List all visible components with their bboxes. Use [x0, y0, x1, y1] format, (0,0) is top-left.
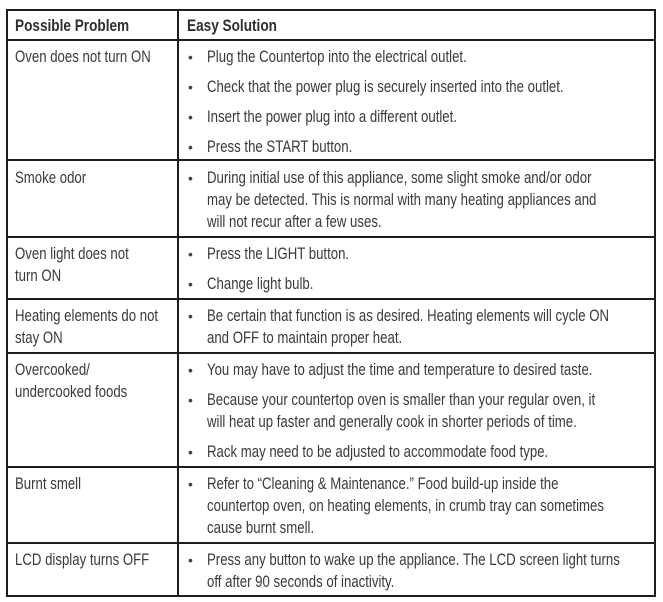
problem-cell — [15, 549, 183, 571]
solution-text: Plug the Countertop into the electrical outlet. — [207, 48, 467, 66]
row-divider — [8, 159, 654, 161]
problem-text: Burnt smell — [15, 475, 82, 493]
bullet-icon: • — [188, 444, 193, 460]
solution-bullet — [188, 167, 663, 233]
bullet-icon: • — [188, 476, 193, 492]
solution-text: Press the START button. — [207, 138, 353, 156]
solution-bullet — [188, 441, 663, 463]
solution-text: During initial use of this appliance, some slight smoke and/or odor — [207, 169, 592, 187]
solution-text: Refer to “Cleaning & Maintenance.” Food build-up inside the — [207, 475, 559, 493]
header-divider — [8, 39, 654, 41]
header-possible-problem — [15, 15, 158, 37]
bullet-icon: • — [188, 276, 193, 292]
solution-cell — [188, 473, 663, 547]
bullet-icon: • — [188, 139, 193, 155]
bullet-icon: • — [188, 79, 193, 95]
solution-bullet — [188, 136, 634, 158]
solution-text: will heat up faster and generally cook in shorter periods of time. — [207, 413, 577, 431]
header-col2-label: Easy Solution — [187, 16, 277, 35]
solution-cell — [188, 243, 366, 303]
solution-text: Rack may need to be adjusted to accommodate food type. — [207, 443, 549, 461]
problem-cell — [15, 167, 104, 189]
bullet-icon: • — [188, 308, 193, 324]
bullet-icon: • — [188, 392, 193, 408]
problem-text: undercooked foods — [15, 383, 128, 401]
solution-text: and OFF to maintain proper heat. — [207, 329, 403, 347]
solution-bullet — [188, 243, 366, 265]
solution-cell — [188, 359, 663, 471]
problem-text: turn ON — [15, 267, 62, 285]
solution-bullet — [188, 305, 663, 349]
solution-bullet — [188, 389, 663, 433]
solution-bullet — [188, 473, 663, 539]
solution-text: off after 90 seconds of inactivity. — [207, 573, 395, 591]
row-divider — [8, 352, 654, 354]
problem-cell — [15, 243, 157, 287]
bullet-icon: • — [188, 170, 193, 186]
solution-text: Insert the power plug into a different outlet. — [207, 108, 457, 126]
solution-text: Change light bulb. — [207, 275, 314, 293]
row-divider — [8, 298, 654, 300]
problem-cell — [15, 305, 194, 349]
problem-text: Smoke odor — [15, 169, 87, 187]
column-divider — [177, 11, 179, 595]
solution-bullet — [188, 76, 634, 98]
problem-text: Oven light does not — [15, 245, 129, 263]
solution-text: Be certain that function is as desired. Heating elements will cycle ON — [207, 307, 610, 325]
problem-text: LCD display turns OFF — [15, 551, 150, 569]
solution-cell — [188, 167, 663, 241]
solution-bullet — [188, 46, 634, 68]
solution-bullet — [188, 106, 634, 128]
bullet-icon: • — [188, 109, 193, 125]
bullet-icon: • — [188, 49, 193, 65]
problem-cell — [15, 473, 98, 495]
row-divider — [8, 236, 654, 238]
solution-cell — [188, 46, 634, 166]
troubleshooting-table — [6, 9, 656, 597]
solution-text: will not recur after a few uses. — [207, 213, 382, 231]
row-divider — [8, 542, 654, 544]
problem-text: Heating elements do not — [15, 307, 159, 325]
solution-text: Check that the power plug is securely inserted into the outlet. — [207, 78, 564, 96]
problem-text: Oven does not turn ON — [15, 48, 151, 66]
solution-cell — [188, 305, 663, 357]
bullet-icon: • — [188, 552, 193, 568]
solution-bullet — [188, 549, 663, 593]
solution-bullet — [188, 273, 366, 295]
solution-bullet — [188, 359, 663, 381]
solution-text: You may have to adjust the time and temperature to desired taste. — [207, 361, 593, 379]
problem-cell — [15, 46, 185, 68]
bullet-icon: • — [188, 246, 193, 262]
header-col1-label: Possible Problem — [15, 16, 130, 35]
header-easy-solution — [187, 15, 299, 37]
solution-text: Press any button to wake up the appliance. The LCD screen light turns — [207, 551, 620, 569]
solution-cell — [188, 549, 663, 601]
solution-text: countertop oven, on heating elements, in crumb tray can sometimes — [207, 497, 604, 515]
row-divider — [8, 466, 654, 468]
solution-text: cause burnt smell. — [207, 519, 315, 537]
solution-text: may be detected. This is normal with many heating appliances and — [207, 191, 597, 209]
solution-text: Because your countertop oven is smaller than your regular oven, it — [207, 391, 596, 409]
solution-text: Press the LIGHT button. — [207, 245, 350, 263]
bullet-icon: • — [188, 362, 193, 378]
problem-cell — [15, 359, 155, 403]
problem-text: Overcooked/ — [15, 361, 90, 379]
problem-text: stay ON — [15, 329, 63, 347]
